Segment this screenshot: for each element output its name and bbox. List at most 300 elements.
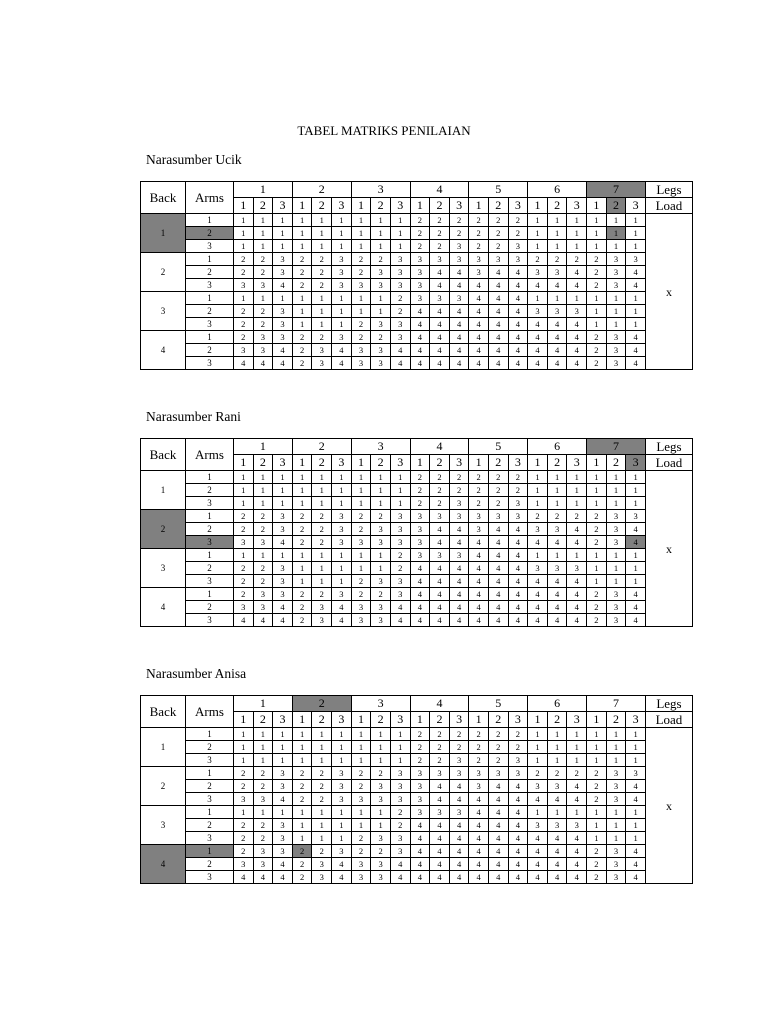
arms-value: 3 — [185, 614, 233, 627]
legs-group-header: 3 — [351, 439, 410, 455]
matrix-cell: 1 — [351, 741, 371, 754]
matrix-cell: 2 — [469, 728, 489, 741]
matrix-cell: 4 — [430, 858, 450, 871]
load-subheader: 3 — [626, 198, 646, 214]
matrix-cell: 4 — [567, 601, 587, 614]
matrix-cell: 1 — [626, 754, 646, 767]
matrix-cell: 4 — [469, 549, 489, 562]
matrix-cell: 4 — [410, 562, 430, 575]
matrix-cell: 3 — [371, 344, 391, 357]
matrix-cell: 4 — [528, 614, 548, 627]
matrix-cell: 2 — [587, 536, 607, 549]
matrix-cell: 4 — [469, 279, 489, 292]
matrix-cell: 3 — [312, 357, 332, 370]
matrix-cell: 1 — [351, 240, 371, 253]
matrix-cell: 3 — [312, 614, 332, 627]
page-title: TABEL MATRIKS PENILAIAN — [297, 123, 471, 138]
load-subheader: 2 — [371, 712, 391, 728]
matrix-cell: 1 — [390, 497, 410, 510]
matrix-cell: 4 — [488, 793, 508, 806]
matrix-cell: 2 — [410, 227, 430, 240]
matrix-cell: 4 — [430, 318, 450, 331]
matrix-cell: 3 — [410, 279, 430, 292]
matrix-cell: 4 — [508, 266, 528, 279]
matrix-cell: 4 — [430, 575, 450, 588]
matrix-cell: 3 — [410, 767, 430, 780]
load-x-marker: x — [645, 471, 692, 627]
matrix-cell: 2 — [508, 728, 528, 741]
matrix-cell: 1 — [273, 292, 293, 305]
matrix-cell: 4 — [449, 357, 469, 370]
matrix-cell: 3 — [371, 871, 391, 884]
load-subheader: 3 — [567, 198, 587, 214]
matrix-cell: 4 — [390, 344, 410, 357]
matrix-cell: 1 — [292, 754, 312, 767]
load-subheader: 3 — [626, 455, 646, 471]
matrix-cell: 4 — [528, 832, 548, 845]
matrix-cell: 2 — [312, 588, 332, 601]
table-row — [141, 318, 693, 331]
matrix-cell: 2 — [351, 318, 371, 331]
matrix-cell: 2 — [253, 562, 273, 575]
matrix-cell: 1 — [587, 292, 607, 305]
matrix-cell: 2 — [587, 845, 607, 858]
matrix-cell: 1 — [332, 305, 352, 318]
legs-group-header: 1 — [234, 696, 293, 712]
arms-value: 3 — [185, 497, 233, 510]
table-row — [141, 767, 693, 780]
matrix-cell: 4 — [626, 614, 646, 627]
load-header: Load — [645, 712, 692, 728]
matrix-cell: 3 — [567, 305, 587, 318]
matrix-cell: 2 — [371, 510, 391, 523]
matrix-cell: 1 — [273, 741, 293, 754]
legs-group-header: 6 — [528, 182, 587, 198]
matrix-cell: 3 — [410, 793, 430, 806]
legs-group-header: 7 — [587, 696, 646, 712]
matrix-cell: 4 — [469, 871, 489, 884]
matrix-cell: 2 — [312, 793, 332, 806]
matrix-cell: 4 — [430, 601, 450, 614]
matrix-cell: 4 — [508, 549, 528, 562]
matrix-cell: 4 — [508, 536, 528, 549]
load-subheader: 1 — [469, 455, 489, 471]
matrix-cell: 4 — [449, 279, 469, 292]
matrix-cell: 4 — [567, 845, 587, 858]
matrix-cell: 4 — [508, 819, 528, 832]
matrix-cell: 4 — [469, 357, 489, 370]
matrix-cell: 3 — [410, 806, 430, 819]
matrix-cell: 1 — [626, 741, 646, 754]
matrix-cell: 4 — [626, 523, 646, 536]
load-header: Load — [645, 198, 692, 214]
matrix-cell: 2 — [292, 793, 312, 806]
matrix-cell: 3 — [253, 793, 273, 806]
matrix-cell: 1 — [292, 305, 312, 318]
arms-value: 3 — [185, 318, 233, 331]
matrix-cell: 1 — [234, 806, 254, 819]
matrix-cell: 3 — [449, 292, 469, 305]
arms-value: 2 — [185, 305, 233, 318]
load-subheader: 2 — [606, 455, 626, 471]
matrix-cell: 1 — [547, 227, 567, 240]
matrix-cell: 3 — [410, 549, 430, 562]
matrix-cell: 3 — [234, 858, 254, 871]
matrix-cell: 1 — [253, 754, 273, 767]
matrix-cell: 1 — [528, 728, 548, 741]
section-title-ucik: Narasumber Ucik — [146, 152, 242, 167]
matrix-cell: 4 — [469, 858, 489, 871]
matrix-cell: 2 — [351, 845, 371, 858]
matrix-cell: 2 — [234, 305, 254, 318]
matrix-cell: 4 — [567, 575, 587, 588]
matrix-cell: 3 — [332, 767, 352, 780]
matrix-cell: 4 — [449, 614, 469, 627]
matrix-cell: 1 — [253, 471, 273, 484]
matrix-cell: 1 — [273, 471, 293, 484]
load-subheader: 3 — [273, 198, 293, 214]
arms-value: 1 — [185, 845, 233, 858]
load-subheader: 3 — [508, 455, 528, 471]
table-row — [141, 214, 693, 227]
matrix-cell: 2 — [351, 331, 371, 344]
matrix-cell: 3 — [234, 536, 254, 549]
matrix-cell: 2 — [410, 754, 430, 767]
matrix-cell: 3 — [273, 253, 293, 266]
matrix-cell: 1 — [292, 562, 312, 575]
matrix-cell: 1 — [626, 728, 646, 741]
table-row — [141, 858, 693, 871]
matrix-cell: 3 — [234, 601, 254, 614]
matrix-cell: 3 — [253, 331, 273, 344]
matrix-cell: 3 — [449, 497, 469, 510]
matrix-cell: 1 — [332, 484, 352, 497]
matrix-cell: 1 — [606, 728, 626, 741]
matrix-cell: 3 — [390, 793, 410, 806]
matrix-cell: 4 — [626, 266, 646, 279]
matrix-cell: 1 — [292, 741, 312, 754]
matrix-cell: 2 — [292, 845, 312, 858]
matrix-cell: 4 — [547, 601, 567, 614]
legs-group-header: 5 — [469, 696, 528, 712]
matrix-cell: 3 — [371, 318, 391, 331]
matrix-cell: 1 — [351, 292, 371, 305]
matrix-cell: 2 — [410, 471, 430, 484]
matrix-cell: 3 — [390, 279, 410, 292]
matrix-cell: 2 — [430, 471, 450, 484]
matrix-cell: 2 — [234, 331, 254, 344]
matrix-cell: 3 — [528, 523, 548, 536]
matrix-cell: 1 — [390, 728, 410, 741]
load-subheader: 2 — [253, 455, 273, 471]
matrix-cell: 3 — [449, 767, 469, 780]
matrix-cell: 1 — [292, 292, 312, 305]
matrix-cell: 4 — [626, 588, 646, 601]
matrix-cell: 2 — [253, 819, 273, 832]
matrix-cell: 4 — [488, 344, 508, 357]
matrix-cell: 1 — [351, 728, 371, 741]
matrix-cell: 1 — [351, 562, 371, 575]
matrix-cell: 4 — [332, 601, 352, 614]
matrix-cell: 4 — [508, 780, 528, 793]
matrix-cell: 2 — [449, 741, 469, 754]
matrix-cell: 4 — [449, 832, 469, 845]
matrix-cell: 2 — [449, 728, 469, 741]
matrix-cell: 4 — [567, 357, 587, 370]
matrix-cell: 3 — [273, 510, 293, 523]
back-value: 4 — [141, 331, 186, 370]
matrix-cell: 3 — [430, 549, 450, 562]
matrix-cell: 4 — [410, 858, 430, 871]
matrix-cell: 2 — [292, 536, 312, 549]
matrix-cell: 4 — [626, 331, 646, 344]
matrix-cell: 1 — [312, 806, 332, 819]
matrix-cell: 4 — [567, 279, 587, 292]
matrix-cell: 2 — [587, 523, 607, 536]
matrix-table-ucik — [140, 181, 693, 370]
load-subheader: 2 — [488, 198, 508, 214]
matrix-cell: 2 — [292, 601, 312, 614]
matrix-cell: 1 — [547, 741, 567, 754]
matrix-cell: 3 — [508, 767, 528, 780]
matrix-cell: 1 — [312, 741, 332, 754]
arms-value: 3 — [185, 832, 233, 845]
matrix-cell: 4 — [567, 318, 587, 331]
matrix-cell: 3 — [508, 497, 528, 510]
matrix-cell: 1 — [390, 471, 410, 484]
matrix-cell: 4 — [547, 575, 567, 588]
matrix-cell: 3 — [469, 523, 489, 536]
matrix-cell: 3 — [449, 510, 469, 523]
back-value: 2 — [141, 253, 186, 292]
matrix-cell: 2 — [371, 588, 391, 601]
legs-group-header: 2 — [292, 439, 351, 455]
matrix-cell: 4 — [528, 331, 548, 344]
matrix-cell: 1 — [292, 471, 312, 484]
matrix-cell: 2 — [488, 471, 508, 484]
matrix-cell: 2 — [430, 728, 450, 741]
matrix-cell: 2 — [587, 601, 607, 614]
matrix-cell: 4 — [332, 357, 352, 370]
matrix-cell: 1 — [371, 214, 391, 227]
matrix-cell: 1 — [528, 471, 548, 484]
matrix-cell: 3 — [253, 601, 273, 614]
arms-value: 1 — [185, 588, 233, 601]
matrix-cell: 3 — [371, 357, 391, 370]
matrix-cell: 4 — [508, 614, 528, 627]
matrix-cell: 2 — [234, 832, 254, 845]
matrix-cell: 4 — [273, 601, 293, 614]
matrix-cell: 3 — [449, 806, 469, 819]
matrix-cell: 4 — [430, 331, 450, 344]
matrix-cell: 3 — [351, 357, 371, 370]
matrix-cell: 3 — [508, 510, 528, 523]
matrix-cell: 4 — [488, 601, 508, 614]
matrix-cell: 4 — [547, 832, 567, 845]
matrix-cell: 1 — [312, 292, 332, 305]
load-subheader: 2 — [606, 712, 626, 728]
matrix-cell: 3 — [469, 780, 489, 793]
matrix-cell: 2 — [587, 344, 607, 357]
matrix-cell: 1 — [587, 305, 607, 318]
matrix-cell: 1 — [567, 741, 587, 754]
matrix-cell: 1 — [312, 318, 332, 331]
matrix-cell: 2 — [234, 780, 254, 793]
matrix-cell: 2 — [253, 832, 273, 845]
matrix-cell: 2 — [430, 240, 450, 253]
matrix-cell: 2 — [234, 318, 254, 331]
matrix-cell: 1 — [312, 227, 332, 240]
table-row — [141, 819, 693, 832]
matrix-cell: 2 — [508, 471, 528, 484]
matrix-cell: 4 — [488, 819, 508, 832]
matrix-cell: 4 — [430, 536, 450, 549]
table-row — [141, 845, 693, 858]
matrix-cell: 4 — [508, 279, 528, 292]
matrix-cell: 2 — [234, 767, 254, 780]
matrix-cell: 3 — [273, 318, 293, 331]
matrix-cell: 4 — [508, 292, 528, 305]
matrix-cell: 1 — [371, 497, 391, 510]
matrix-cell: 2 — [469, 741, 489, 754]
load-subheader: 1 — [469, 198, 489, 214]
arms-value: 1 — [185, 728, 233, 741]
matrix-cell: 4 — [469, 845, 489, 858]
matrix-cell: 4 — [528, 601, 548, 614]
matrix-cell: 3 — [410, 780, 430, 793]
matrix-cell: 1 — [371, 754, 391, 767]
load-subheader: 2 — [547, 455, 567, 471]
load-subheader: 3 — [508, 198, 528, 214]
matrix-cell: 2 — [587, 266, 607, 279]
matrix-cell: 1 — [390, 240, 410, 253]
table-row — [141, 227, 693, 240]
legs-header: Legs — [645, 182, 692, 198]
matrix-cell: 1 — [273, 240, 293, 253]
matrix-cell: 2 — [488, 240, 508, 253]
matrix-cell: 1 — [371, 728, 391, 741]
matrix-cell: 1 — [273, 227, 293, 240]
matrix-cell: 3 — [371, 832, 391, 845]
matrix-cell: 3 — [390, 767, 410, 780]
matrix-cell: 4 — [410, 588, 430, 601]
matrix-cell: 4 — [567, 614, 587, 627]
load-subheader: 3 — [449, 198, 469, 214]
matrix-cell: 1 — [253, 497, 273, 510]
matrix-cell: 4 — [410, 601, 430, 614]
arms-value: 3 — [185, 793, 233, 806]
matrix-cell: 3 — [508, 253, 528, 266]
matrix-cell: 1 — [312, 754, 332, 767]
table-row — [141, 832, 693, 845]
matrix-cell: 4 — [449, 523, 469, 536]
matrix-cell: 3 — [273, 588, 293, 601]
matrix-cell: 1 — [606, 484, 626, 497]
matrix-cell: 2 — [292, 780, 312, 793]
matrix-cell: 4 — [547, 331, 567, 344]
matrix-cell: 1 — [528, 754, 548, 767]
matrix-cell: 2 — [469, 240, 489, 253]
matrix-cell: 2 — [449, 227, 469, 240]
matrix-cell: 1 — [390, 214, 410, 227]
matrix-cell: 4 — [449, 858, 469, 871]
arms-value: 1 — [185, 767, 233, 780]
matrix-cell: 1 — [626, 471, 646, 484]
matrix-cell: 2 — [292, 858, 312, 871]
matrix-cell: 1 — [253, 484, 273, 497]
matrix-cell: 2 — [547, 510, 567, 523]
matrix-cell: 2 — [253, 780, 273, 793]
matrix-cell: 2 — [292, 510, 312, 523]
matrix-cell: 4 — [430, 871, 450, 884]
matrix-cell: 1 — [626, 575, 646, 588]
arms-value: 2 — [185, 601, 233, 614]
matrix-cell: 4 — [449, 819, 469, 832]
matrix-cell: 4 — [528, 858, 548, 871]
legs-group-header: 4 — [410, 182, 469, 198]
load-subheader: 3 — [390, 198, 410, 214]
matrix-cell: 3 — [390, 510, 410, 523]
matrix-cell: 4 — [253, 357, 273, 370]
matrix-cell: 2 — [234, 510, 254, 523]
matrix-cell: 4 — [567, 871, 587, 884]
matrix-cell: 2 — [508, 214, 528, 227]
matrix-cell: 1 — [312, 832, 332, 845]
matrix-cell: 2 — [469, 484, 489, 497]
matrix-cell: 1 — [587, 806, 607, 819]
matrix-cell: 2 — [587, 357, 607, 370]
load-subheader: 2 — [430, 198, 450, 214]
load-subheader: 3 — [332, 455, 352, 471]
arms-value: 1 — [185, 214, 233, 227]
table-row — [141, 780, 693, 793]
matrix-cell: 2 — [312, 780, 332, 793]
arms-value: 1 — [185, 253, 233, 266]
matrix-cell: 3 — [606, 588, 626, 601]
load-subheader: 2 — [312, 198, 332, 214]
matrix-cell: 4 — [528, 845, 548, 858]
arms-value: 2 — [185, 858, 233, 871]
matrix-cell: 2 — [488, 484, 508, 497]
matrix-cell: 1 — [547, 484, 567, 497]
matrix-cell: 2 — [390, 549, 410, 562]
matrix-cell: 3 — [410, 266, 430, 279]
matrix-cell: 3 — [332, 793, 352, 806]
matrix-cell: 1 — [587, 240, 607, 253]
matrix-cell: 1 — [332, 741, 352, 754]
matrix-cell: 3 — [371, 601, 391, 614]
matrix-cell: 1 — [273, 806, 293, 819]
matrix-cell: 2 — [253, 523, 273, 536]
matrix-cell: 1 — [292, 575, 312, 588]
matrix-cell: 4 — [449, 305, 469, 318]
matrix-cell: 1 — [292, 549, 312, 562]
legs-group-header: 3 — [351, 696, 410, 712]
matrix-cell: 1 — [234, 754, 254, 767]
matrix-cell: 4 — [567, 858, 587, 871]
matrix-cell: 3 — [390, 331, 410, 344]
matrix-cell: 3 — [606, 331, 626, 344]
matrix-cell: 2 — [567, 767, 587, 780]
matrix-cell: 1 — [273, 754, 293, 767]
matrix-cell: 2 — [253, 575, 273, 588]
matrix-cell: 4 — [390, 601, 410, 614]
matrix-cell: 4 — [488, 357, 508, 370]
matrix-cell: 3 — [332, 780, 352, 793]
matrix-cell: 3 — [312, 858, 332, 871]
matrix-cell: 3 — [508, 754, 528, 767]
matrix-cell: 1 — [547, 806, 567, 819]
